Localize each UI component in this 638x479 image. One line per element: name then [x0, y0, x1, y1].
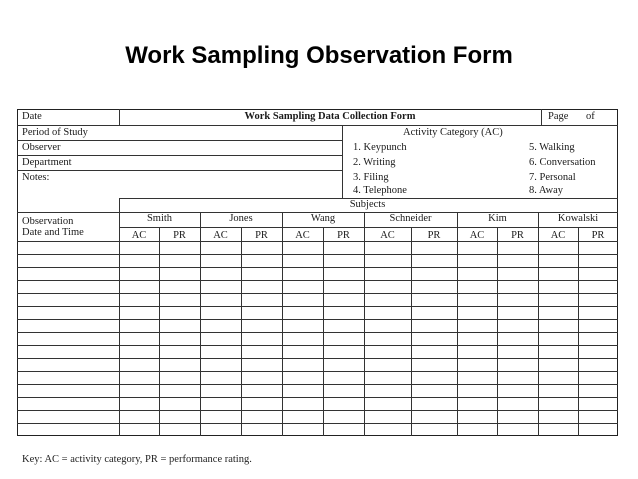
wang-pr-label: PR — [337, 230, 350, 241]
schneider-ac-label: AC — [380, 230, 395, 241]
date-and-time-label: Date and Time — [22, 227, 84, 238]
activity-category-header: Activity Category (AC) — [403, 127, 503, 138]
table-row-line — [17, 397, 618, 398]
activity-filing: 3. Filing — [353, 172, 389, 183]
subject-wang: Wang — [310, 213, 336, 224]
smith-pr-label: PR — [173, 230, 186, 241]
table-row-line — [17, 423, 618, 424]
activity-conversation: 6. Conversation — [529, 157, 596, 168]
wang-ac-label: AC — [295, 230, 310, 241]
grid-line — [200, 212, 201, 436]
table-row-line — [17, 384, 618, 385]
table-row-line — [17, 345, 618, 346]
grid-line — [119, 227, 618, 228]
kowalski-pr-label: PR — [591, 230, 605, 241]
schneider-pr-label: PR — [427, 230, 441, 241]
kim-pr-label: PR — [511, 230, 524, 241]
form-key: Key: AC = activity category, PR = performance rating. — [22, 454, 252, 465]
subject-schneider: Schneider — [389, 213, 432, 224]
jones-ac-label: AC — [213, 230, 228, 241]
grid-line — [538, 212, 539, 436]
grid-line — [17, 140, 342, 141]
date-label: Date — [22, 111, 42, 122]
table-row-line — [17, 267, 618, 268]
notes-label: Notes: — [22, 172, 50, 183]
subjects-label: Subjects — [349, 199, 386, 210]
page-of-label: of — [586, 111, 595, 122]
grid-line — [282, 212, 283, 436]
subject-kim: Kim — [488, 213, 507, 224]
kim-ac-label: AC — [469, 230, 485, 241]
table-row-line — [17, 254, 618, 255]
form-border — [17, 109, 618, 436]
smith-ac-label: AC — [131, 230, 147, 241]
observer-label: Observer — [22, 142, 61, 153]
grid-line — [541, 109, 542, 125]
table-row-line — [17, 319, 618, 320]
activity-away: 8. Away — [529, 185, 564, 196]
table-row-line — [17, 410, 618, 411]
grid-line — [17, 125, 618, 126]
observation-label: Observation — [22, 216, 74, 227]
activity-keypunch: 1. Keypunch — [353, 142, 407, 153]
subject-smith: Smith — [146, 213, 173, 224]
grid-line — [119, 109, 120, 125]
form-title: Work Sampling Data Collection Form — [244, 111, 416, 122]
grid-line — [457, 212, 458, 436]
grid-line — [119, 198, 120, 436]
activity-walking: 5. Walking — [529, 142, 575, 153]
activity-writing: 2. Writing — [353, 157, 396, 168]
slide-title: Work Sampling Observation Form — [125, 42, 513, 69]
grid-line — [17, 170, 342, 171]
activity-personal: 7. Personal — [529, 172, 576, 183]
activity-telephone: 4. Telephone — [353, 185, 407, 196]
grid-line — [119, 198, 618, 199]
subject-jones: Jones — [229, 213, 253, 224]
grid-line — [17, 212, 119, 213]
table-row-line — [17, 280, 618, 281]
table-row-line — [17, 293, 618, 294]
jones-pr-label: PR — [255, 230, 268, 241]
period-of-study-label: Period of Study — [22, 127, 88, 138]
page-label: Page — [548, 111, 569, 122]
grid-line — [364, 212, 365, 436]
table-row-line — [17, 371, 618, 372]
grid-line — [17, 155, 342, 156]
grid-line — [119, 212, 618, 213]
table-row-line — [17, 241, 618, 242]
data-collection-form — [17, 109, 618, 436]
kowalski-ac-label: AC — [550, 230, 566, 241]
table-row-line — [17, 306, 618, 307]
table-row-line — [17, 332, 618, 333]
subject-kowalski: Kowalski — [557, 213, 599, 224]
grid-line — [342, 125, 343, 198]
table-row-line — [17, 358, 618, 359]
department-label: Department — [22, 157, 72, 168]
